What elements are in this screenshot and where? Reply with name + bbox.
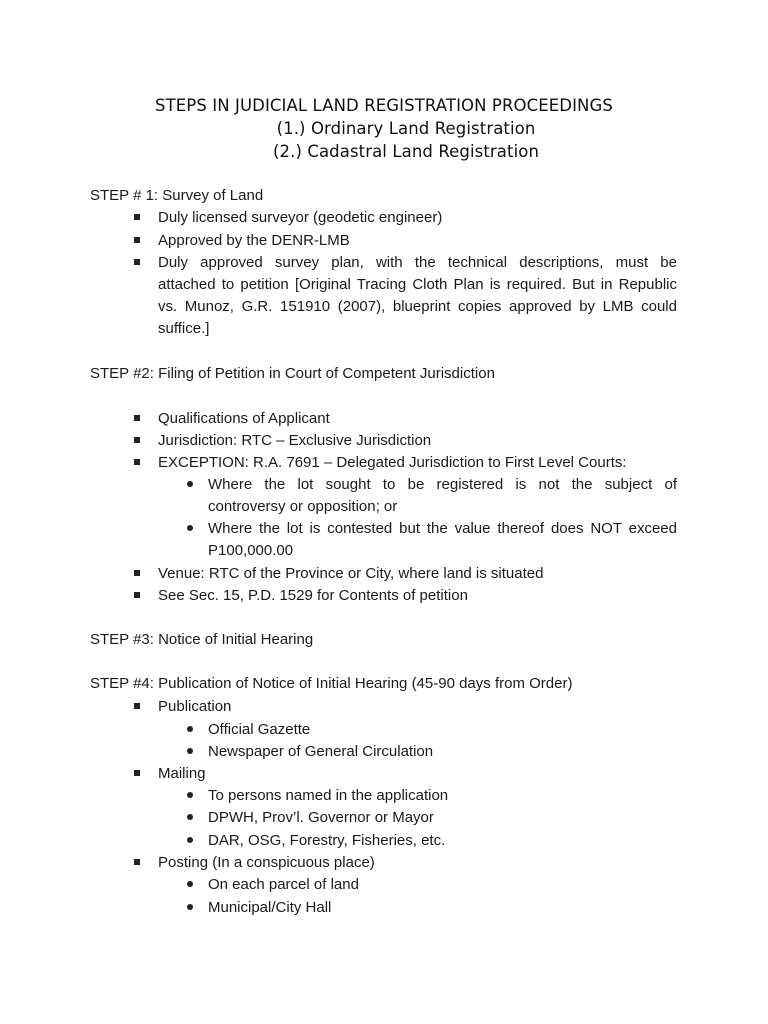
square-bullet-icon	[134, 703, 140, 709]
step4-item-posting: Posting (In a conspicuous place)	[158, 854, 375, 871]
round-bullet-icon	[187, 904, 193, 910]
step1-item-approval: Approved by the DENR-LMB	[158, 232, 350, 249]
square-bullet-icon	[134, 459, 140, 465]
step1-item-survey-plan-l3: vs. Munoz, G.R. 151910 (2007), blueprint copies approved by LMB could	[158, 298, 677, 315]
step2-item-venue: Venue: RTC of the Province or City, where land is situated	[158, 565, 544, 582]
square-bullet-icon	[134, 214, 140, 220]
document-title	[0, 94, 768, 163]
square-bullet-icon	[134, 237, 140, 243]
square-bullet-icon	[134, 592, 140, 598]
round-bullet-icon	[187, 837, 193, 843]
step4-subitem-city-hall: Municipal/City Hall	[208, 899, 332, 916]
step4-subitem-parcel: On each parcel of land	[208, 876, 359, 893]
step2-item-contents: See Sec. 15, P.D. 1529 for Contents of petition	[158, 587, 468, 604]
step3-heading: STEP #3: Notice of Initial Hearing	[90, 631, 314, 648]
round-bullet-icon	[187, 525, 193, 531]
step2-item-qualifications: Qualifications of Applicant	[158, 410, 330, 427]
step4-subitem-newspaper: Newspaper of General Circulation	[208, 743, 434, 760]
round-bullet-icon	[187, 726, 193, 732]
step2-subitem-contested-l2: P100,000.00	[208, 542, 294, 559]
step2-heading: STEP #2: Filing of Petition in Court of Competent Jurisdiction	[90, 365, 495, 382]
round-bullet-icon	[187, 481, 193, 487]
step1-heading: STEP # 1: Survey of Land	[90, 187, 264, 204]
step4-item-publication: Publication	[158, 698, 232, 715]
title-line-cadastral: (2.) Cadastral Land Registration	[272, 142, 540, 161]
round-bullet-icon	[187, 881, 193, 887]
step4-heading: STEP #4: Publication of Notice of Initial Hearing (45-90 days from Order)	[90, 675, 573, 692]
step4-item-mailing: Mailing	[158, 765, 206, 782]
square-bullet-icon	[134, 570, 140, 576]
step4-subitem-dpwh: DPWH, Prov’l. Governor or Mayor	[208, 809, 434, 826]
step1-item-survey-plan-l2: attached to petition [Original Tracing Cloth Plan is required. But in Republic	[158, 276, 677, 293]
step4-subitem-persons: To persons named in the application	[208, 787, 449, 804]
step1-item-surveyor: Duly licensed surveyor (geodetic engineer)	[158, 209, 443, 226]
square-bullet-icon	[134, 770, 140, 776]
round-bullet-icon	[187, 814, 193, 820]
round-bullet-icon	[187, 748, 193, 754]
title-line-main: STEPS IN JUDICIAL LAND REGISTRATION PROCEEDINGS	[155, 96, 613, 115]
step2-subitem-contested-l1: Where the lot is contested but the value thereof does NOT exceed	[208, 520, 677, 537]
square-bullet-icon	[134, 259, 140, 265]
round-bullet-icon	[187, 792, 193, 798]
step2-item-exception: EXCEPTION: R.A. 7691 – Delegated Jurisdiction to First Level Courts:	[158, 454, 627, 471]
step2-subitem-uncontested-l1: Where the lot sought to be registered is not the subject of	[208, 476, 677, 493]
square-bullet-icon	[134, 437, 140, 443]
square-bullet-icon	[134, 415, 140, 421]
step4-subitem-agencies: DAR, OSG, Forestry, Fisheries, etc.	[208, 832, 446, 849]
title-line-ordinary: (1.) Ordinary Land Registration	[276, 119, 536, 138]
step2-item-jurisdiction: Jurisdiction: RTC – Exclusive Jurisdiction	[158, 432, 432, 449]
step1-item-survey-plan-l1: Duly approved survey plan, with the technical descriptions, must be	[158, 254, 677, 271]
square-bullet-icon	[134, 859, 140, 865]
step4-subitem-gazette: Official Gazette	[208, 721, 311, 738]
step1-item-survey-plan-l4: suffice.]	[158, 320, 210, 337]
step2-subitem-uncontested-l2: controversy or opposition; or	[208, 498, 398, 515]
